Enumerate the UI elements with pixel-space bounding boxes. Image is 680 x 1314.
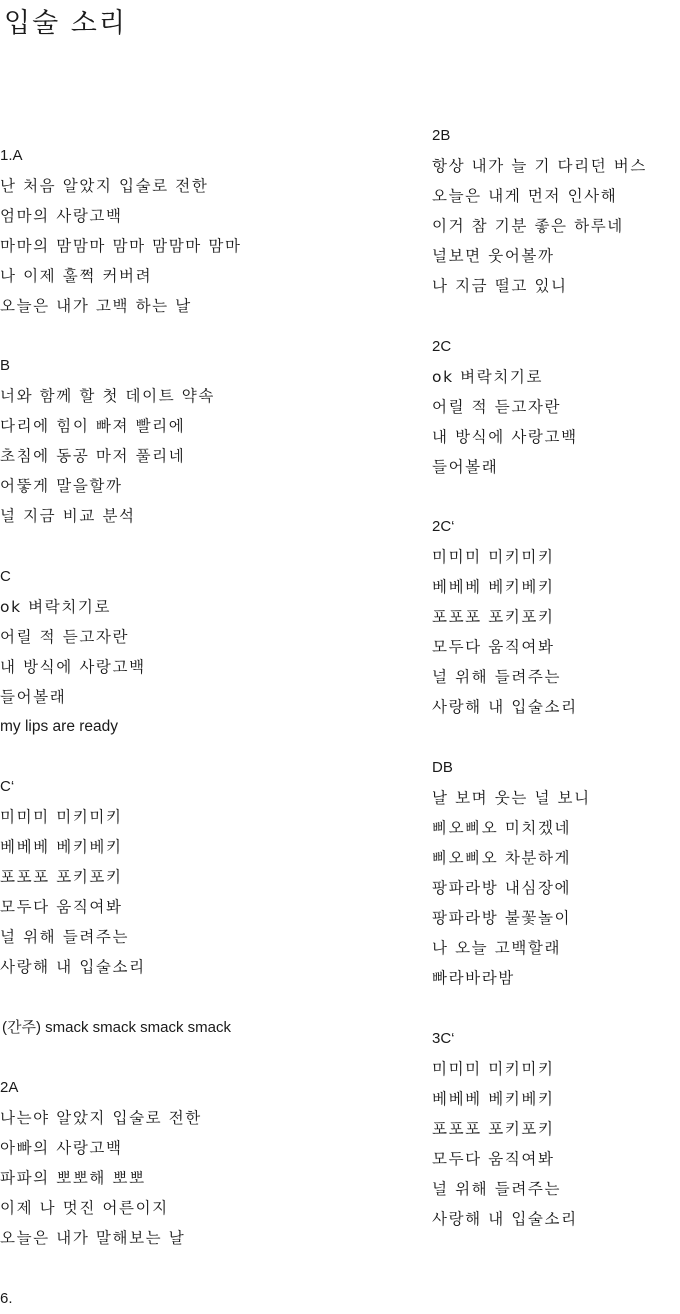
lyric-line: 이거 참 기분 좋은 하루네 bbox=[432, 217, 624, 235]
lyric-line: 미미미 미키미키 bbox=[432, 1060, 555, 1078]
section-heading: 2A bbox=[0, 1079, 19, 1096]
lyric-line: 널 위해 들려주는 bbox=[432, 668, 562, 686]
lyric-line: 아빠의 사랑고백 bbox=[0, 1139, 123, 1157]
lyric-line: 베베베 베키베키 bbox=[432, 1090, 555, 1108]
lyric-line: 너와 함께 할 첫 데이트 약속 bbox=[0, 387, 215, 405]
lyric-line: 나 지금 떨고 있니 bbox=[432, 277, 568, 295]
verse-b bbox=[0, 351, 215, 531]
lyric-line: my lips are ready bbox=[0, 718, 119, 735]
lyric-line: 삐오삐오 차분하게 bbox=[432, 849, 572, 867]
section-heading: C bbox=[0, 568, 11, 585]
section-heading: 2B bbox=[432, 127, 451, 144]
lyric-line: 사랑해 내 입술소리 bbox=[0, 958, 146, 976]
lyric-line: 베베베 베키베키 bbox=[432, 578, 555, 596]
section-heading: C‘ bbox=[0, 778, 15, 795]
lyric-line: 파파의 뽀뽀해 뽀뽀 bbox=[0, 1169, 146, 1187]
bridge-db bbox=[432, 753, 591, 993]
lyric-line: 들어볼래 bbox=[432, 458, 499, 476]
section-heading: 2C bbox=[432, 338, 452, 355]
section-heading: 3C‘ bbox=[432, 1030, 455, 1047]
lyric-line: 어뚷게 말을할까 bbox=[0, 477, 123, 495]
lyric-line: 팡파라방 내심장에 bbox=[432, 879, 572, 897]
lyric-line: 어릴 적 듣고자란 bbox=[0, 628, 130, 646]
lyric-line: 널 위해 들려주는 bbox=[432, 1180, 562, 1198]
lyric-line: 내 방식에 사랑고백 bbox=[432, 428, 578, 446]
section-heading: 1.A bbox=[0, 147, 23, 164]
section-number-footer: 6. bbox=[0, 1290, 13, 1307]
interlude-note: (간주) smack smack smack smack bbox=[2, 1019, 231, 1036]
lyric-line: 모두다 움직여봐 bbox=[432, 1150, 555, 1168]
lyric-line: 베베베 베키베키 bbox=[0, 838, 123, 856]
lyric-line: 널 위해 들려주는 bbox=[0, 928, 130, 946]
lyric-line: 빠라바라밤 bbox=[432, 969, 515, 987]
lyric-line: 나 오늘 고백할래 bbox=[432, 939, 562, 957]
lyric-line: 사랑해 내 입술소리 bbox=[432, 698, 578, 716]
verse-2b bbox=[432, 121, 647, 301]
lyric-line: 마마의 맘맘마 맘마 맘맘마 맘마 bbox=[0, 237, 242, 255]
lyric-line: 포포포 포키포키 bbox=[432, 608, 555, 626]
lyric-line: 미미미 미키미키 bbox=[432, 548, 555, 566]
section-heading: 2C‘ bbox=[432, 518, 455, 535]
lyric-line: 오늘은 내가 고백 하는 날 bbox=[0, 297, 192, 315]
lyric-line: 모두다 움직여봐 bbox=[432, 638, 555, 656]
lyric-line: 널보면 웃어볼까 bbox=[432, 247, 555, 265]
section-heading: DB bbox=[432, 759, 453, 776]
section-heading: B bbox=[0, 357, 11, 374]
lyric-line: 팡파라방 불꽃놀이 bbox=[432, 909, 572, 927]
chorus-2c-prime bbox=[432, 512, 578, 722]
lyric-line: 포포포 포키포키 bbox=[432, 1120, 555, 1138]
lyric-line: 모두다 움직여봐 bbox=[0, 898, 123, 916]
chorus-c bbox=[0, 562, 146, 742]
lyric-line: 초침에 동공 마저 풀리네 bbox=[0, 447, 186, 465]
lyric-line: 날 보며 웃는 널 보니 bbox=[432, 789, 591, 807]
lyric-line: ok 벼락치기로 bbox=[0, 598, 112, 616]
lyric-line: 미미미 미키미키 bbox=[0, 808, 123, 826]
verse-2a bbox=[0, 1073, 202, 1253]
page-title: 입술 소리 bbox=[4, 8, 127, 39]
lyric-line: 사랑해 내 입술소리 bbox=[432, 1210, 578, 1228]
lyric-line: 다리에 힘이 빠져 빨리에 bbox=[0, 417, 186, 435]
verse-1a bbox=[0, 141, 242, 321]
lyric-line: 엄마의 사랑고백 bbox=[0, 207, 123, 225]
lyric-line: 내 방식에 사랑고백 bbox=[0, 658, 146, 676]
lyric-line: 이제 나 멋진 어른이지 bbox=[0, 1199, 169, 1217]
lyric-line: 어릴 적 듣고자란 bbox=[432, 398, 562, 416]
lyric-line: 포포포 포키포키 bbox=[0, 868, 123, 886]
lyric-line: 난 처음 알았지 입술로 전한 bbox=[0, 177, 209, 195]
lyric-line: 널 지금 비교 분석 bbox=[0, 507, 136, 525]
chorus-2c bbox=[432, 332, 578, 482]
lyric-line: 삐오삐오 미치겠네 bbox=[432, 819, 572, 837]
lyric-line: ok 벼락치기로 bbox=[432, 368, 544, 386]
lyric-line: 들어볼래 bbox=[0, 688, 67, 706]
lyric-line: 오늘은 내게 먼저 인사해 bbox=[432, 187, 618, 205]
lyric-line: 나 이제 훌쩍 커버려 bbox=[0, 267, 153, 285]
lyric-line: 항상 내가 늘 기 다리던 버스 bbox=[432, 157, 647, 175]
lyric-line: 나는야 알았지 입술로 전한 bbox=[0, 1109, 202, 1127]
chorus-c-prime bbox=[0, 772, 146, 982]
lyric-line: 오늘은 내가 말해보는 날 bbox=[0, 1229, 186, 1247]
chorus-3c-prime bbox=[432, 1024, 578, 1234]
